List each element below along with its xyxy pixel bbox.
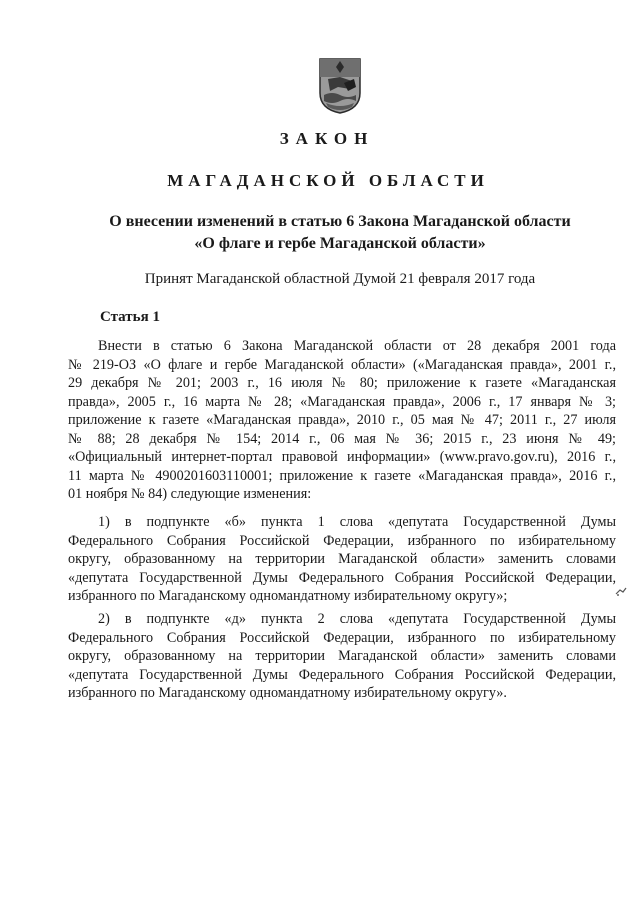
paragraph-line: правда», 2005 г., 16 марта № 28; «Магаданская правда», 2006 г., 17 января № 3; (68, 393, 616, 410)
paragraph-line: Федерального Собрания Российской Федерации, избранного по избирательному (68, 532, 616, 549)
article-heading: Статья 1 (100, 309, 160, 325)
paragraph-line: «Официальный интернет-портал правовой информации» (www.pravo.gov.ru), 2016 г., (68, 449, 616, 465)
law-subject (60, 211, 620, 255)
paragraph-line: 29 декабря № 201; 2003 г., 16 июля № 80; приложение к газете «Магаданская (68, 375, 616, 391)
paragraph-line: № 88; 28 декабря № 154; 2014 г., 06 мая № 36; 2015 г., 23 июня № 49; (68, 430, 616, 447)
intro-paragraph (68, 337, 616, 504)
subject-line: «О флаге и гербе Магаданской области» (194, 235, 486, 252)
region-title: МАГАДАНСКОЙ ОБЛАСТИ (167, 171, 489, 190)
paragraph-line: Внести в статью 6 Закона Магаданской области от 28 декабря 2001 года (98, 338, 616, 354)
coat-of-arms-icon (318, 57, 362, 115)
document-type-title: ЗАКОН (279, 129, 375, 148)
adoption-note: Принят Магаданской областной Думой 21 февраля 2017 года (144, 271, 536, 287)
paragraph-line: приложение к газете «Магаданская правда», 2010 г., 05 мая № 47; 2011 г., 27 июля (68, 412, 616, 428)
paragraph-line: 11 марта № 4900201603110001; приложение к газете «Магаданская правда», 2016 г., (68, 467, 616, 484)
amendment-item-2 (68, 610, 616, 703)
paragraph-line: избранного по Магаданскому одномандатному избирательному округу»; (68, 588, 508, 604)
paragraph-line: 2) в подпункте «д» пункта 2 слова «депутата Государственной Думы (98, 611, 616, 627)
paragraph-line: округу, образованному на территории Магаданской области» заменить словами (68, 648, 616, 664)
subject-line: О внесении изменений в статью 6 Закона Магаданской области (109, 213, 571, 230)
paragraph-line: избранного по Магаданскому одномандатному избирательному округу». (68, 685, 507, 701)
paragraph-line: «депутата Государственной Думы Федерального Собрания Российской Федерации, (68, 569, 616, 586)
paragraph-line: округу, образованному на территории Магаданской области» заменить словами (68, 551, 616, 567)
paragraph-line: Федерального Собрания Российской Федерации, избранного по избирательному (68, 629, 616, 646)
paragraph-line: № 219-ОЗ «О флаге и гербе Магаданской области» («Магаданская правда», 2001 г., (68, 356, 616, 373)
scan-mark (614, 586, 628, 598)
paragraph-line: 1) в подпункте «б» пункта 1 слова «депутата Государственной Думы (98, 514, 616, 530)
amendment-item-1 (68, 513, 616, 606)
paragraph-line: «депутата Государственной Думы Федерального Собрания Российской Федерации, (68, 666, 616, 683)
paragraph-line: 01 ноября № 84) следующие изменения: (68, 486, 312, 502)
